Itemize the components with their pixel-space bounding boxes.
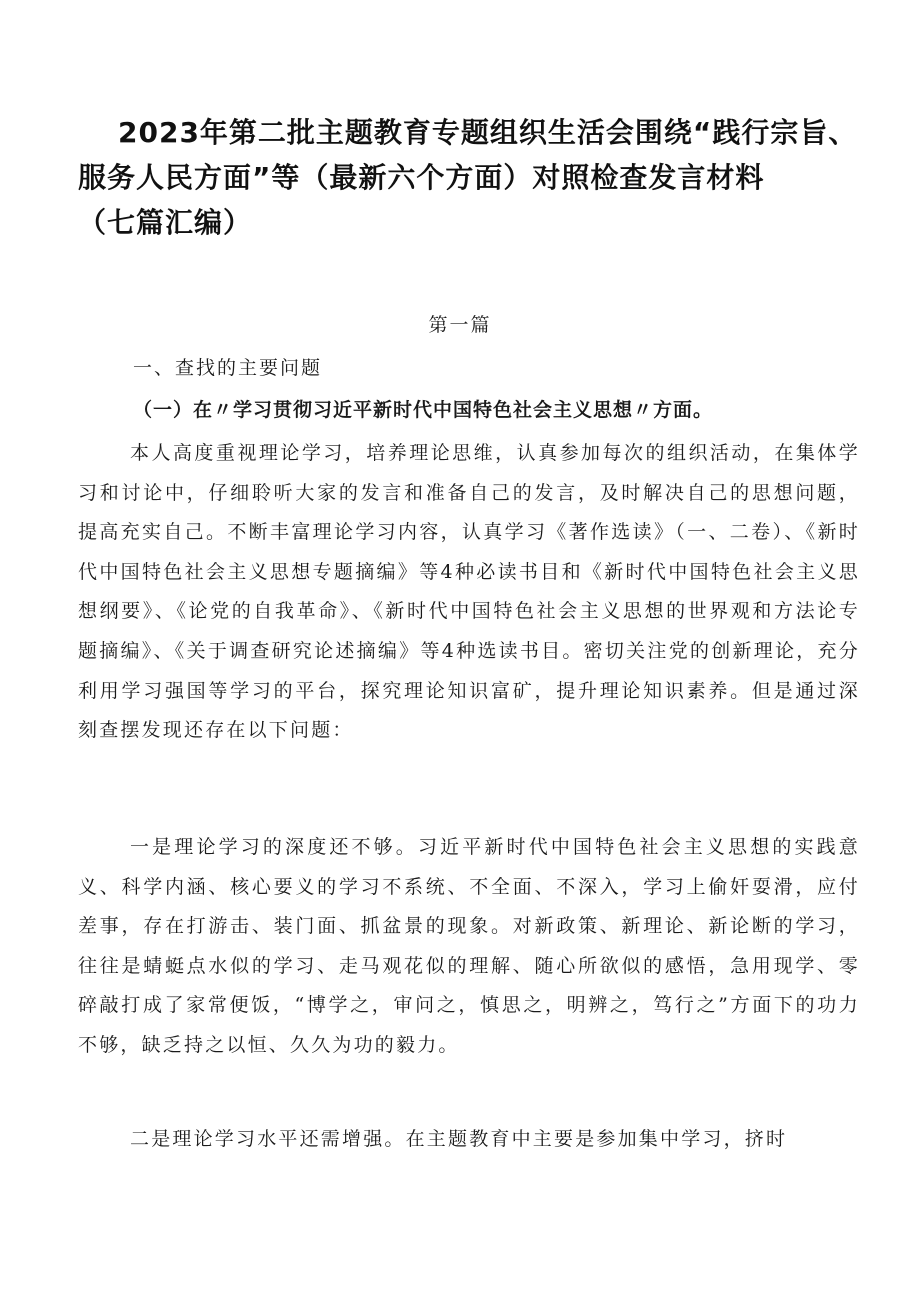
body-paragraph: 二是理论学习水平还需增强。在主题教育中主要是参加集中学习，挤时: [130, 1128, 788, 1150]
title-line: 服务人民方面”等（最新六个方面）对照检查发言材料: [78, 161, 765, 194]
body-paragraph: 本人高度重视理论学习，培养理论思维，认真参加每次的组织活动，在集体学习和讨论中，仔细聆听大家的发言和准备自己的发言，及时解决自己的思想问题，提高充实自己。不断丰富理论学习内容，认真学习《著作选读》（一、二卷）、《新时代中国特色社会主义思想专题摘编》等4种必读书目和《新时代中国特色社会主义思想纲要》、《论党的自我革命》、《新时代中国特色社会主义思想的世界观和方法论专题摘编》、《关于调查研究论述摘编》等4种选读书目。密切关注党的创新理论，充分利用学习强国等学习的平台，探究理论知识富矿，提升理论知识素养。但是通过深刻查摆发现还存在以下问题：: [78, 442, 860, 742]
section-title: 第一篇: [428, 314, 492, 336]
title-line: 2023年第二批主题教育专题组织生活会围绕“践行宗旨、: [118, 116, 858, 149]
body-paragraph: 一是理论学习的深度还不够。习近平新时代中国特色社会主义思想的实践意义、科学内涵、核心要义的学习不系统、不全面、不深入，学习上偷奸耍滑，应付差事，存在打游击、装门面、抓盆景的现象。对新政策、新理论、新论断的学习，往往是蜻蜓点水似的学习、走马观花似的理解、随心所欲似的感悟，急用现学、零碎敲打成了家常便饭，“博学之，审问之，慎思之，明辨之，笃行之”方面下的功力不够，缺乏持之以恒、久久为功的毅力。: [78, 836, 860, 1056]
heading-level-1: 一、查找的主要问题: [133, 357, 323, 379]
title-line: （七篇汇编）: [78, 206, 253, 239]
document-title: [78, 110, 858, 245]
heading-level-2: （一）在〃学习贯彻习近平新时代中国特色社会主义思想〃方面。: [133, 399, 714, 421]
